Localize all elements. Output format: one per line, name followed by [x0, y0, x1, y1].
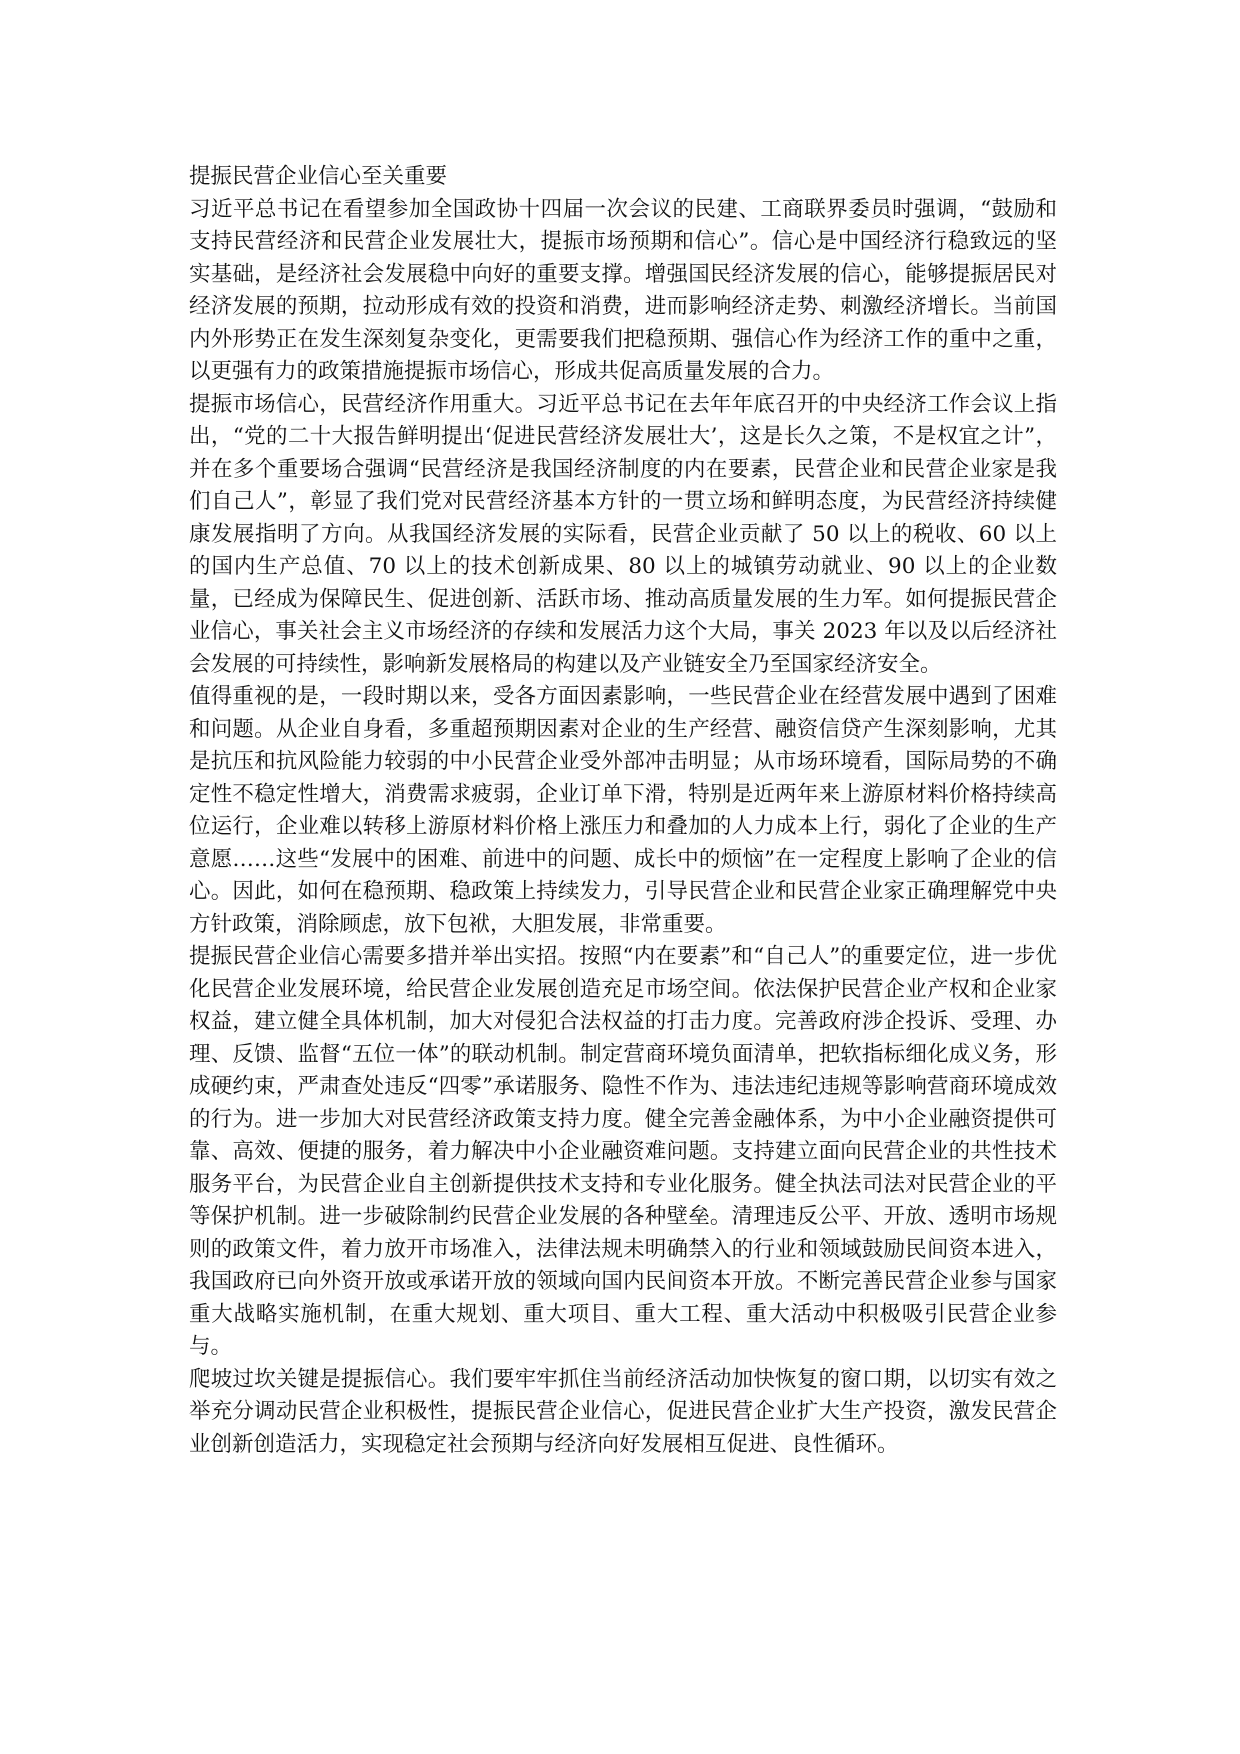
paragraph-5: 爬坡过坎关键是提振信心。我们要牢牢抓住当前经济活动加快恢复的窗口期，以切实有效之举充分调动民营企业积极性，提振民营企业信心，促进民营企业扩大生产投资，激发民营企业创新创造活力，实现稳定社会预期与经济向好发展相互促进、良性循环。 — [189, 1366, 1057, 1457]
document-body — [189, 161, 1057, 1461]
paragraph-4: 提振民营企业信心需要多措并举出实招。按照“内在要素”和“自己人”的重要定位，进一步优化民营企业发展环境，给民营企业发展创造充足市场空间。依法保护民营企业产权和企业家权益，建立健全具体机制，加大对侵犯合法权益的打击力度。完善政府涉企投诉、受理、办理、反馈、监督“五位一体”的联动机制。制定营商环境负面清单，把软指标细化成义务，形成硬约束，严肃查处违反“四零”承诺服务、隐性不作为、违法违纪违规等影响营商环境成效的行为。进一步加大对民营经济政策支持力度。健全完善金融体系，为中小企业融资提供可靠、高效、便捷的服务，着力解决中小企业融资难问题。支持建立面向民营企业的共性技术服务平台，为民营企业自主创新提供技术支持和专业化服务。健全执法司法对民营企业的平等保护机制。进一步破除制约民营企业发展的各种壁垒。清理违反公平、开放、透明市场规则的政策文件，着力放开市场准入，法律法规未明确禁入的行业和领域鼓励民间资本进入，我国政府已向外资开放或承诺开放的领域向国内民间资本开放。不断完善民营企业参与国家重大战略实施机制，在重大规划、重大项目、重大工程、重大活动中积极吸引民营企业参与。 — [189, 944, 1057, 1359]
document-title: 提振民营企业信心至关重要 — [189, 164, 448, 189]
paragraph-3: 值得重视的是，一段时期以来，受各方面因素影响，一些民营企业在经营发展中遇到了困难和问题。从企业自身看，多重超预期因素对企业的生产经营、融资信贷产生深刻影响，尤其是抗压和抗风险能力较弱的中小民营企业受外部冲击明显；从市场环境看，国际局势的不确定性不稳定性增大，消费需求疲弱，企业订单下滑，特别是近两年来上游原材料价格持续高位运行，企业难以转移上游原材料价格上涨压力和叠加的人力成本上行，弱化了企业的生产意愿……这些“发展中的困难、前进中的问题、成长中的烦恼”在一定程度上影响了企业的信心。因此，如何在稳预期、稳政策上持续发力，引导民营企业和民营企业家正确理解党中央方针政策，消除顾虑，放下包袱，大胆发展，非常重要。 — [189, 684, 1057, 937]
paragraph-1: 习近平总书记在看望参加全国政协十四届一次会议的民建、工商联界委员时强调，“鼓励和支持民营经济和民营企业发展壮大，提振市场预期和信心”。信心是中国经济行稳致远的坚实基础，是经济社会发展稳中向好的重要支撑。增强国民经济发展的信心，能够提振居民对经济发展的预期，拉动形成有效的投资和消费，进而影响经济走势、刺激经济增长。当前国内外形势正在发生深刻复杂变化，更需要我们把稳预期、强信心作为经济工作的重中之重，以更强有力的政策措施提振市场信心，形成共促高质量发展的合力。 — [189, 196, 1057, 384]
paragraph-2: 提振市场信心，民营经济作用重大。习近平总书记在去年年底召开的中央经济工作会议上指出，“党的二十大报告鲜明提出‘促进民营经济发展壮大’，这是长久之策，不是权宜之计”，并在多个重要场合强调“民营经济是我国经济制度的内在要素，民营企业和民营企业家是我们自己人”，彰显了我们党对民营经济基本方针的一贯立场和鲜明态度，为民营经济持续健康发展指明了方向。从我国经济发展的实际看，民营企业贡献了 50 以上的税收、60 以上的国内生产总值、70 以上的技术创新成果、80 以上的城镇劳动就业、90 以上的企业数量，已经成为保障民生、促进创新、活跃市场、推动高质量发展的生力军。如何提振民营企业信心，事关社会主义市场经济的存续和发展活力这个大局，事关 2023 年以及以后经济社会发展的可持续性，影响新发展格局的构建以及产业链安全乃至国家经济安全。 — [189, 391, 1057, 677]
